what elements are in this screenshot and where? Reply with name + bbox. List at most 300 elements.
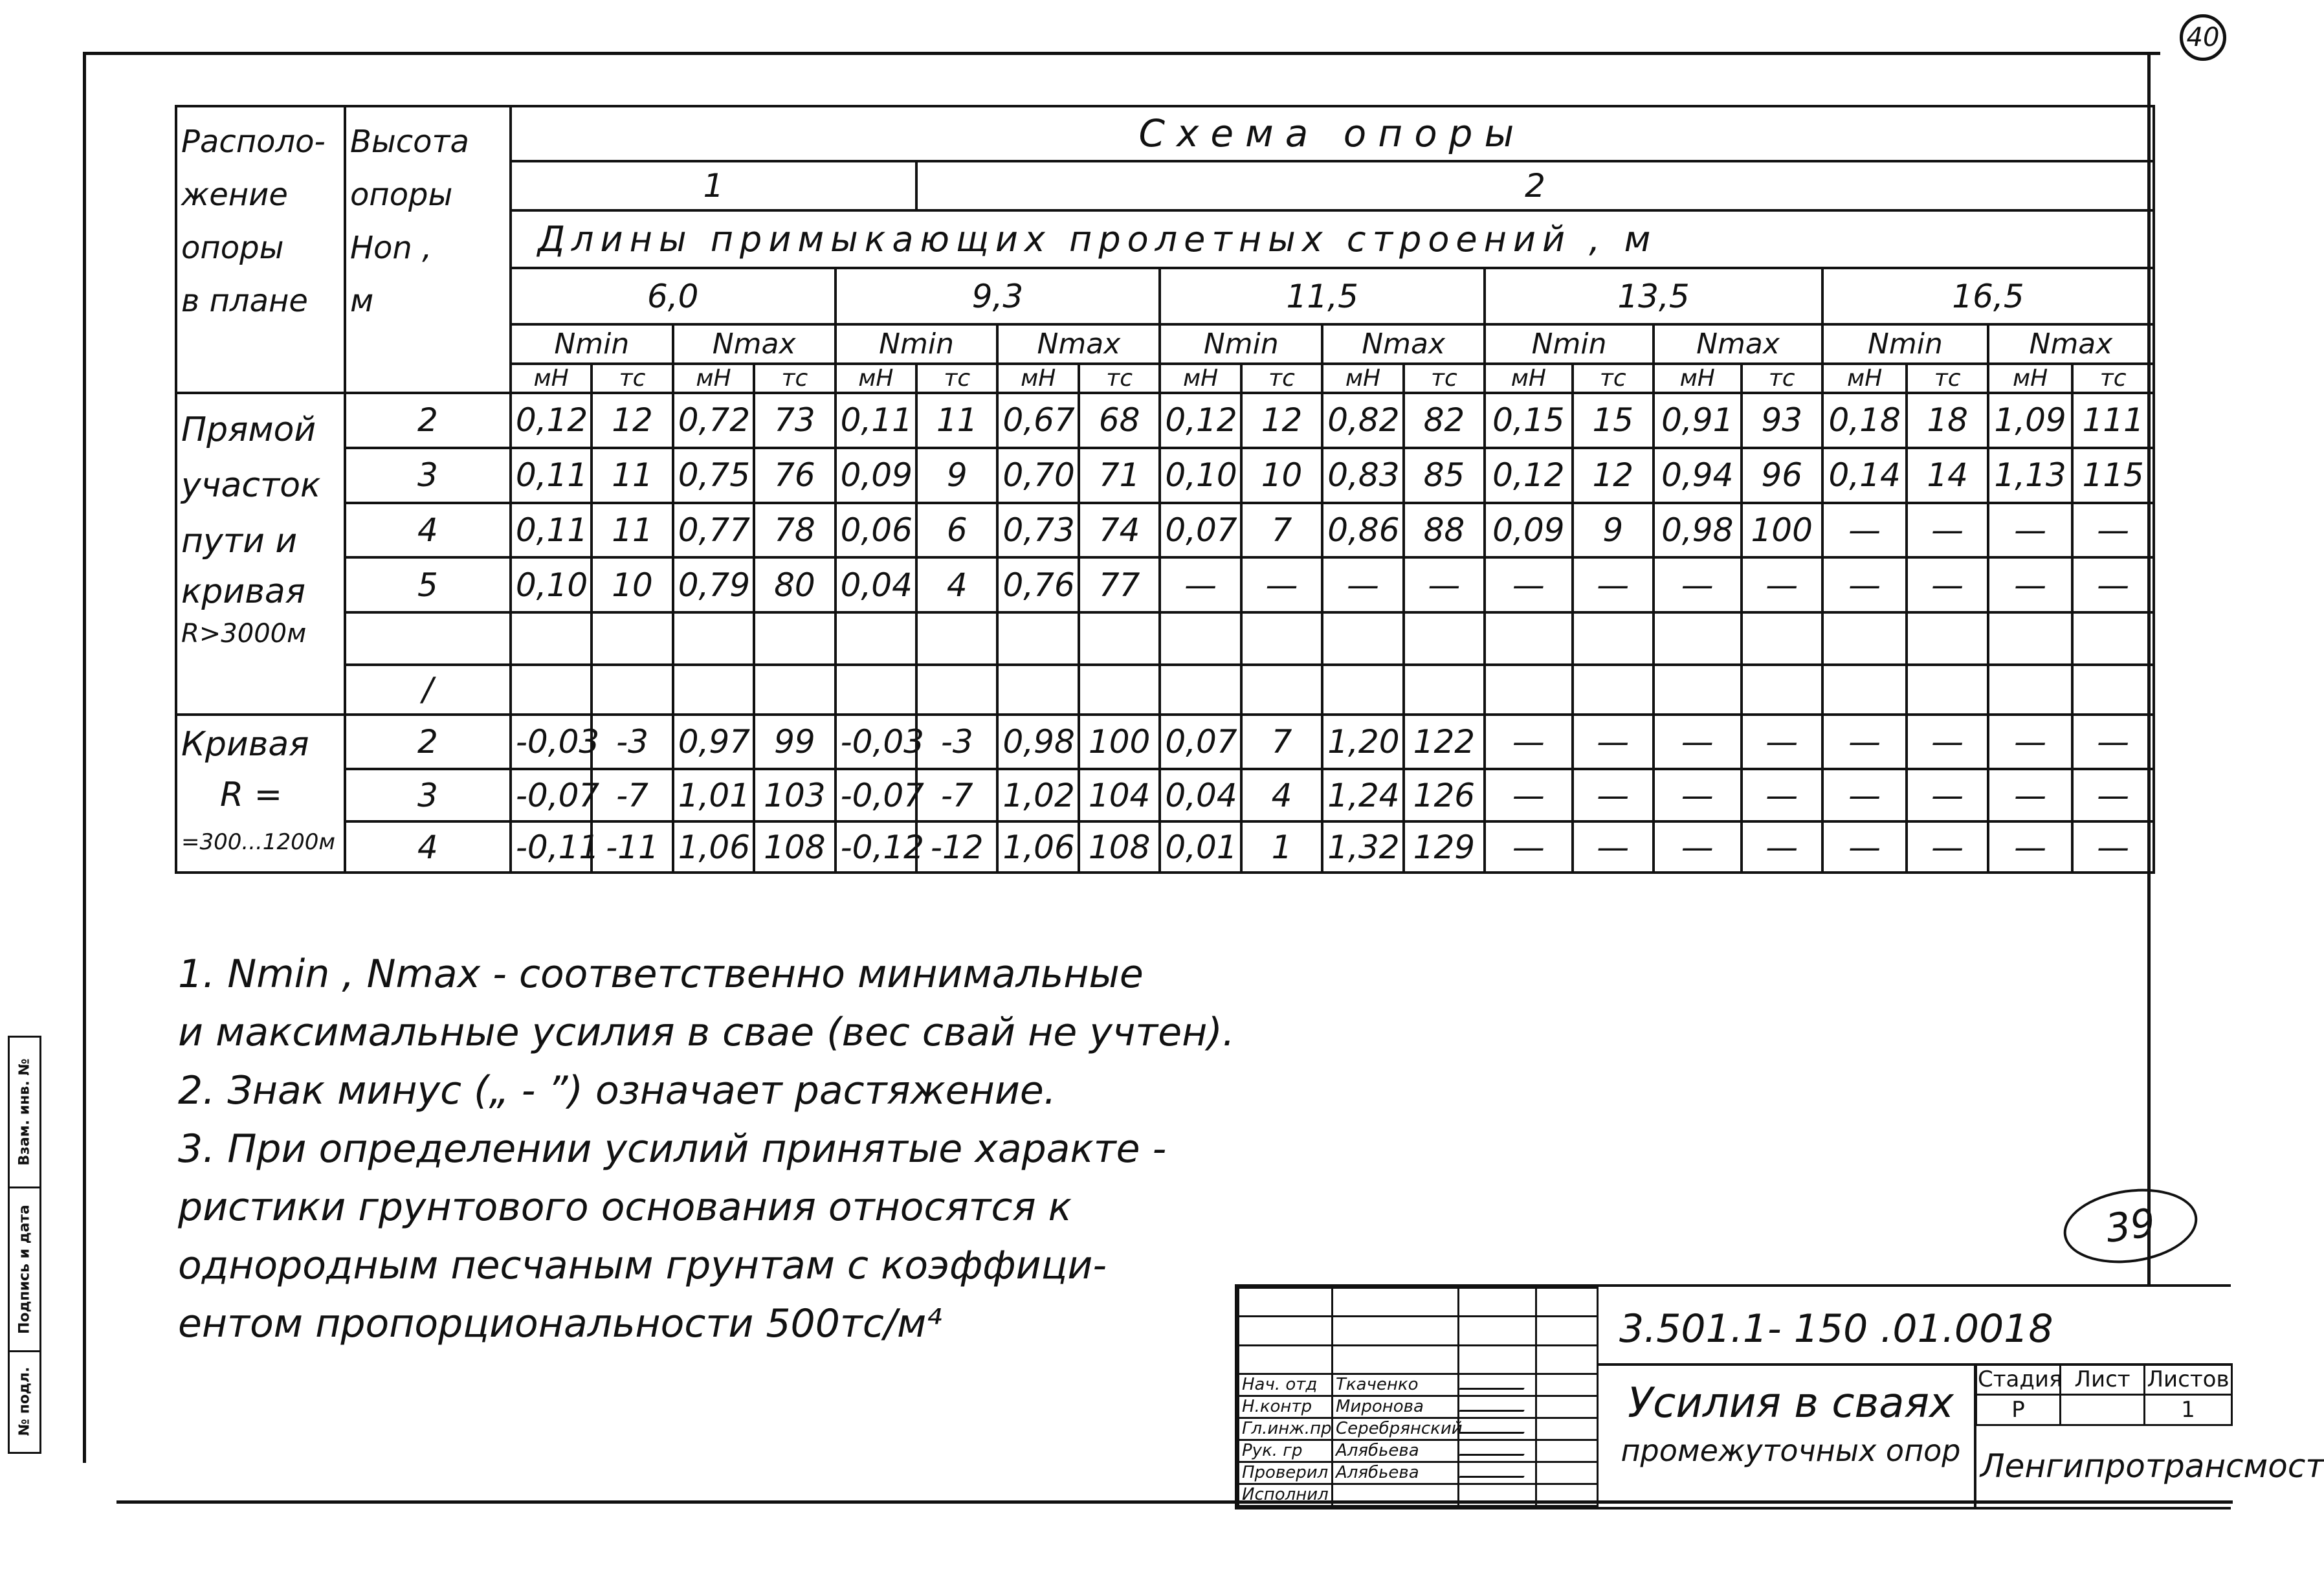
force-label: Nmax	[997, 324, 1160, 364]
value-cell: -3	[916, 715, 997, 770]
value-cell: —	[1742, 715, 1822, 770]
signature-mark	[1459, 1467, 1530, 1478]
unit-label: мН	[511, 364, 592, 393]
value-cell: —	[1573, 715, 1654, 770]
location-line: =300...1200м	[181, 829, 335, 855]
value-cell: 0,98	[1654, 503, 1741, 558]
stage-header: Стадия	[1976, 1365, 2061, 1395]
note-line: ентом пропорциональности 500тс/м⁴	[178, 1301, 942, 1346]
date-cell	[1536, 1462, 1598, 1484]
value-cell: -0,12	[836, 821, 916, 873]
value-cell: —	[1654, 769, 1741, 821]
value-cell	[2072, 612, 2154, 665]
force-label: Nmax	[1988, 324, 2154, 364]
value-cell: —	[2072, 715, 2154, 770]
note-line: 1. Nmin , Nmax - соответственно минимальные	[178, 952, 1144, 997]
value-cell: -12	[916, 821, 997, 873]
role-cell: Нач. отд	[1239, 1374, 1333, 1396]
span-header: 16,5	[1822, 268, 2154, 324]
value-cell: —	[1573, 769, 1654, 821]
organization-name: Ленгипротрансмост	[1980, 1447, 2324, 1485]
name-cell: Миронова	[1333, 1396, 1459, 1418]
value-cell: 129	[1404, 821, 1485, 873]
name-cell: Алябьева	[1333, 1440, 1459, 1462]
value-cell: 0,11	[836, 393, 916, 448]
unit-label: мН	[673, 364, 754, 393]
value-cell: 0,04	[1160, 769, 1241, 821]
name-cell	[1333, 1484, 1459, 1506]
value-cell: —	[1485, 821, 1572, 873]
value-cell: 0,83	[1322, 448, 1403, 503]
value-cell: —	[1822, 557, 1907, 612]
value-cell: 82	[1404, 393, 1485, 448]
value-cell: -3	[592, 715, 672, 770]
span-header: 13,5	[1485, 268, 1822, 324]
height-cell: 4	[345, 821, 511, 873]
force-label: Nmin	[1485, 324, 1654, 364]
value-cell: 0,79	[673, 557, 754, 612]
value-cell	[1907, 612, 1987, 665]
value-cell: 0,10	[511, 557, 592, 612]
value-cell	[1988, 612, 2072, 665]
value-cell	[1322, 612, 1403, 665]
side-strip-cell	[10, 1188, 39, 1352]
side-strip-label: Взам. инв. №	[16, 1058, 33, 1166]
value-cell: -0,11	[511, 821, 592, 873]
value-cell: 1,01	[673, 769, 754, 821]
value-cell: 4	[916, 557, 997, 612]
table-row	[176, 769, 2154, 821]
stage-table	[1975, 1363, 2233, 1426]
value-cell: —	[1322, 557, 1403, 612]
signature-cell	[1459, 1440, 1536, 1462]
table-row	[176, 612, 2154, 665]
date-cell	[1536, 1374, 1598, 1396]
scheme-2-header: 2	[916, 161, 2154, 211]
frame-left-border	[83, 52, 86, 1463]
scheme-1-header: 1	[511, 161, 916, 211]
location-cell-straight	[176, 393, 345, 715]
value-cell: 11	[592, 448, 672, 503]
value-cell	[1988, 665, 2072, 715]
unit-label: тс	[2072, 364, 2154, 393]
name-cell: Серебрянский	[1333, 1418, 1459, 1440]
value-cell: 0,14	[1822, 448, 1907, 503]
drawing-title	[1616, 1377, 1965, 1472]
date-cell	[1536, 1484, 1598, 1506]
value-cell: 103	[754, 769, 835, 821]
value-cell: -11	[592, 821, 672, 873]
value-cell: 80	[754, 557, 835, 612]
force-label: Nmax	[1322, 324, 1485, 364]
value-cell: 0,94	[1654, 448, 1741, 503]
value-cell: 18	[1907, 393, 1987, 448]
value-cell: 115	[2072, 448, 2154, 503]
span-header: 9,3	[836, 268, 1160, 324]
role-cell: Н.контр	[1239, 1396, 1333, 1418]
value-cell: 0,09	[836, 448, 916, 503]
signature-mark	[1459, 1423, 1530, 1434]
location-header-line: опоры	[181, 230, 284, 266]
value-cell	[1160, 612, 1241, 665]
value-cell: 7	[1241, 503, 1322, 558]
value-cell	[916, 665, 997, 715]
table-row	[176, 821, 2154, 873]
value-cell	[1822, 665, 1907, 715]
value-cell: —	[1654, 821, 1741, 873]
value-cell	[673, 612, 754, 665]
role-cell: Рук. гр	[1239, 1440, 1333, 1462]
scheme-title: Схема опоры	[511, 106, 2154, 161]
height-cell: 3	[345, 769, 511, 821]
value-cell: 78	[754, 503, 835, 558]
unit-label: тс	[592, 364, 672, 393]
table-row	[176, 715, 2154, 770]
signature-cell	[1459, 1484, 1536, 1506]
unit-label: тс	[1573, 364, 1654, 393]
note-line: однородным песчаным грунтам с коэффици-	[178, 1243, 1107, 1288]
location-cell-curve	[176, 715, 345, 873]
signature-mark	[1459, 1401, 1530, 1412]
force-label: Nmin	[1822, 324, 1988, 364]
signature-cell	[1459, 1396, 1536, 1418]
signature-row	[1239, 1484, 1598, 1506]
value-cell: —	[1485, 715, 1572, 770]
location-line: R>3000м	[181, 619, 307, 649]
value-cell: -7	[592, 769, 672, 821]
value-cell: 68	[1079, 393, 1160, 448]
value-cell: 100	[1079, 715, 1160, 770]
value-cell	[1404, 665, 1485, 715]
role-cell: Исполнил	[1239, 1484, 1333, 1506]
value-cell: 99	[754, 715, 835, 770]
force-label: Nmax	[1654, 324, 1822, 364]
name-cell: Ткаченко	[1333, 1374, 1459, 1396]
table-row	[176, 665, 2154, 715]
value-cell	[673, 665, 754, 715]
unit-label: мН	[1988, 364, 2072, 393]
value-cell: 0,15	[1485, 393, 1572, 448]
value-cell: —	[1988, 557, 2072, 612]
value-cell: 108	[754, 821, 835, 873]
value-cell: 74	[1079, 503, 1160, 558]
value-cell: 104	[1079, 769, 1160, 821]
pile-forces-table	[175, 105, 2155, 874]
value-cell: —	[1907, 821, 1987, 873]
unit-label: мН	[836, 364, 916, 393]
value-cell: 88	[1404, 503, 1485, 558]
value-cell: —	[1907, 715, 1987, 770]
unit-label: мН	[997, 364, 1078, 393]
force-label: Nmin	[511, 324, 673, 364]
signature-cell	[1459, 1418, 1536, 1440]
value-cell	[592, 612, 672, 665]
value-cell	[1241, 665, 1322, 715]
side-strip	[8, 1036, 41, 1454]
unit-label: тс	[1079, 364, 1160, 393]
value-cell: 6	[916, 503, 997, 558]
value-cell	[1654, 665, 1741, 715]
height-cell: 3	[345, 448, 511, 503]
location-header-line: Располо-	[181, 124, 326, 160]
value-cell: —	[1907, 557, 1987, 612]
signature-cell	[1459, 1374, 1536, 1396]
location-line: Прямой	[181, 410, 316, 450]
value-cell: —	[1404, 557, 1485, 612]
value-cell: 15	[1573, 393, 1654, 448]
value-cell	[511, 612, 592, 665]
height-cell: 5	[345, 557, 511, 612]
value-cell: 85	[1404, 448, 1485, 503]
value-cell: 11	[916, 393, 997, 448]
signature-row	[1239, 1396, 1598, 1418]
value-cell	[754, 612, 835, 665]
table-row	[176, 557, 2154, 612]
value-cell	[1654, 612, 1741, 665]
value-cell: —	[1742, 769, 1822, 821]
height-header-line: опоры	[349, 177, 453, 213]
value-cell: —	[1654, 557, 1741, 612]
value-cell: 4	[1241, 769, 1322, 821]
height-cell: 4	[345, 503, 511, 558]
unit-label: тс	[1907, 364, 1987, 393]
value-cell: 0,77	[673, 503, 754, 558]
value-cell	[1822, 612, 1907, 665]
date-cell	[1536, 1440, 1598, 1462]
drawing-title-line: Усилия в сваях	[1628, 1379, 1954, 1427]
value-cell: 0,76	[997, 557, 1078, 612]
value-cell	[1907, 665, 1987, 715]
value-cell: 1,13	[1988, 448, 2072, 503]
signature-cell	[1459, 1462, 1536, 1484]
unit-label: мН	[1322, 364, 1403, 393]
value-cell: 126	[1404, 769, 1485, 821]
table-row	[176, 448, 2154, 503]
value-cell: 14	[1907, 448, 1987, 503]
value-cell	[1742, 612, 1822, 665]
location-header-cell	[176, 106, 345, 393]
value-cell: —	[1988, 503, 2072, 558]
location-line: Кривая	[181, 724, 309, 764]
value-cell: 0,06	[836, 503, 916, 558]
value-cell	[916, 612, 997, 665]
value-cell: 12	[592, 393, 672, 448]
value-cell: —	[1742, 821, 1822, 873]
value-cell: 71	[1079, 448, 1160, 503]
side-strip-label: Подпись и дата	[16, 1205, 33, 1334]
value-cell: 0,18	[1822, 393, 1907, 448]
value-cell: 0,67	[997, 393, 1078, 448]
value-cell	[997, 665, 1078, 715]
value-cell: 1,24	[1322, 769, 1403, 821]
value-cell: —	[1988, 821, 2072, 873]
value-cell: —	[1822, 503, 1907, 558]
table-row	[176, 503, 2154, 558]
value-cell: 10	[1241, 448, 1322, 503]
value-cell: 108	[1079, 821, 1160, 873]
value-cell: —	[2072, 557, 2154, 612]
value-cell: 0,10	[1160, 448, 1241, 503]
unit-label: тс	[1241, 364, 1322, 393]
force-label: Nmin	[1160, 324, 1322, 364]
span-header: 11,5	[1160, 268, 1485, 324]
value-cell: —	[1822, 769, 1907, 821]
value-cell: —	[1988, 769, 2072, 821]
name-cell: Алябьева	[1333, 1462, 1459, 1484]
side-strip-cell	[10, 1038, 39, 1188]
value-cell	[1079, 612, 1160, 665]
height-header-line: Нon ,	[349, 230, 432, 266]
value-cell: —	[1907, 503, 1987, 558]
signature-row	[1239, 1374, 1598, 1396]
height-header-line: Высота	[349, 124, 469, 160]
location-line: R =	[220, 775, 283, 814]
unit-label: тс	[1404, 364, 1485, 393]
value-cell: 10	[592, 557, 672, 612]
unit-label: тс	[916, 364, 997, 393]
height-cell	[345, 612, 511, 665]
unit-label: мН	[1654, 364, 1741, 393]
value-cell	[511, 665, 592, 715]
location-line: пути и	[181, 522, 298, 561]
date-cell	[1536, 1418, 1598, 1440]
value-cell: 0,75	[673, 448, 754, 503]
value-cell: 0,91	[1654, 393, 1741, 448]
signature-row	[1239, 1440, 1598, 1462]
value-cell: —	[1573, 821, 1654, 873]
value-cell: —	[2072, 503, 2154, 558]
note-line: ристики грунтового основания относятся к	[178, 1185, 1072, 1230]
side-strip-cell	[10, 1352, 39, 1450]
value-cell: 96	[1742, 448, 1822, 503]
value-cell: 1,09	[1988, 393, 2072, 448]
height-cell: /	[345, 665, 511, 715]
value-cell: 0,12	[511, 393, 592, 448]
value-cell	[2072, 665, 2154, 715]
value-cell: 0,09	[1485, 503, 1572, 558]
value-cell: —	[1573, 557, 1654, 612]
value-cell: —	[1654, 715, 1741, 770]
span-lengths-title	[511, 210, 2154, 268]
date-cell	[1536, 1396, 1598, 1418]
value-cell	[1573, 665, 1654, 715]
value-cell: -0,03	[836, 715, 916, 770]
title-block	[1235, 1284, 2324, 1509]
unit-label: мН	[1822, 364, 1907, 393]
value-cell: 0,82	[1322, 393, 1403, 448]
value-cell: 11	[592, 503, 672, 558]
signature-mark	[1459, 1379, 1530, 1390]
force-label: Nmin	[836, 324, 998, 364]
value-cell: 93	[1742, 393, 1822, 448]
unit-label: тс	[1742, 364, 1822, 393]
frame-top-border	[83, 52, 2160, 55]
value-cell: —	[1485, 769, 1572, 821]
note-line: 3. При определении усилий принятые характе -	[178, 1126, 1167, 1172]
value-cell: 0,72	[673, 393, 754, 448]
value-cell: 1,20	[1322, 715, 1403, 770]
value-cell: 111	[2072, 393, 2154, 448]
value-cell: 0,12	[1485, 448, 1572, 503]
location-line: участок	[181, 466, 321, 506]
value-cell	[836, 665, 916, 715]
value-cell	[1160, 665, 1241, 715]
value-cell: —	[1907, 769, 1987, 821]
signature-row	[1239, 1418, 1598, 1440]
span-header: 6,0	[511, 268, 836, 324]
stage-value: Р	[1976, 1395, 2061, 1425]
height-header-line: м	[349, 283, 374, 319]
value-cell: 100	[1742, 503, 1822, 558]
sheet-header: Лист	[2061, 1365, 2145, 1395]
unit-label: мН	[1485, 364, 1572, 393]
value-cell	[1485, 612, 1572, 665]
value-cell: —	[1742, 557, 1822, 612]
sheet-stamp: 39	[2059, 1181, 2202, 1271]
value-cell: 0,86	[1322, 503, 1403, 558]
note-line: 2. Знак минус („ - ”) означает растяжение.	[178, 1068, 1056, 1113]
sheets-header: Листов	[2145, 1365, 2232, 1395]
value-cell: —	[1160, 557, 1241, 612]
height-header-cell	[345, 106, 511, 393]
value-cell: -0,07	[836, 769, 916, 821]
drawing-title-line: промежуточных опор	[1621, 1433, 1961, 1468]
value-cell: 0,73	[997, 503, 1078, 558]
value-cell: 0,01	[1160, 821, 1241, 873]
value-cell: 1,06	[997, 821, 1078, 873]
value-cell	[1742, 665, 1822, 715]
height-cell: 2	[345, 715, 511, 770]
value-cell: 1	[1241, 821, 1322, 873]
height-cell: 2	[345, 393, 511, 448]
value-cell: 0,07	[1160, 503, 1241, 558]
role-cell: Гл.инж.пр	[1239, 1418, 1333, 1440]
value-cell: 76	[754, 448, 835, 503]
value-cell: —	[1988, 715, 2072, 770]
unit-label: тс	[754, 364, 835, 393]
value-cell: -0,07	[511, 769, 592, 821]
value-cell: 7	[1241, 715, 1322, 770]
value-cell: 0,97	[673, 715, 754, 770]
notes-block	[178, 945, 1235, 1353]
value-cell: —	[1822, 821, 1907, 873]
value-cell: 0,98	[997, 715, 1078, 770]
value-cell: 12	[1573, 448, 1654, 503]
value-cell: 0,07	[1160, 715, 1241, 770]
role-cell: Проверил	[1239, 1462, 1333, 1484]
value-cell	[1322, 665, 1403, 715]
value-cell	[1485, 665, 1572, 715]
value-cell: 9	[916, 448, 997, 503]
value-cell	[1079, 665, 1160, 715]
signature-grid	[1237, 1287, 1599, 1507]
value-cell	[1404, 612, 1485, 665]
value-cell: 77	[1079, 557, 1160, 612]
value-cell: 1,06	[673, 821, 754, 873]
value-cell: -7	[916, 769, 997, 821]
location-header-line: жение	[181, 177, 288, 213]
location-line: кривая	[181, 572, 306, 612]
value-cell: 0,11	[511, 448, 592, 503]
value-cell	[592, 665, 672, 715]
value-cell: 1,02	[997, 769, 1078, 821]
value-cell: 9	[1573, 503, 1654, 558]
sheet-value	[2061, 1395, 2145, 1425]
value-cell	[1573, 612, 1654, 665]
value-cell: —	[2072, 821, 2154, 873]
value-cell	[754, 665, 835, 715]
document-code: 3.501.1- 150 .01.0018	[1619, 1306, 2053, 1352]
